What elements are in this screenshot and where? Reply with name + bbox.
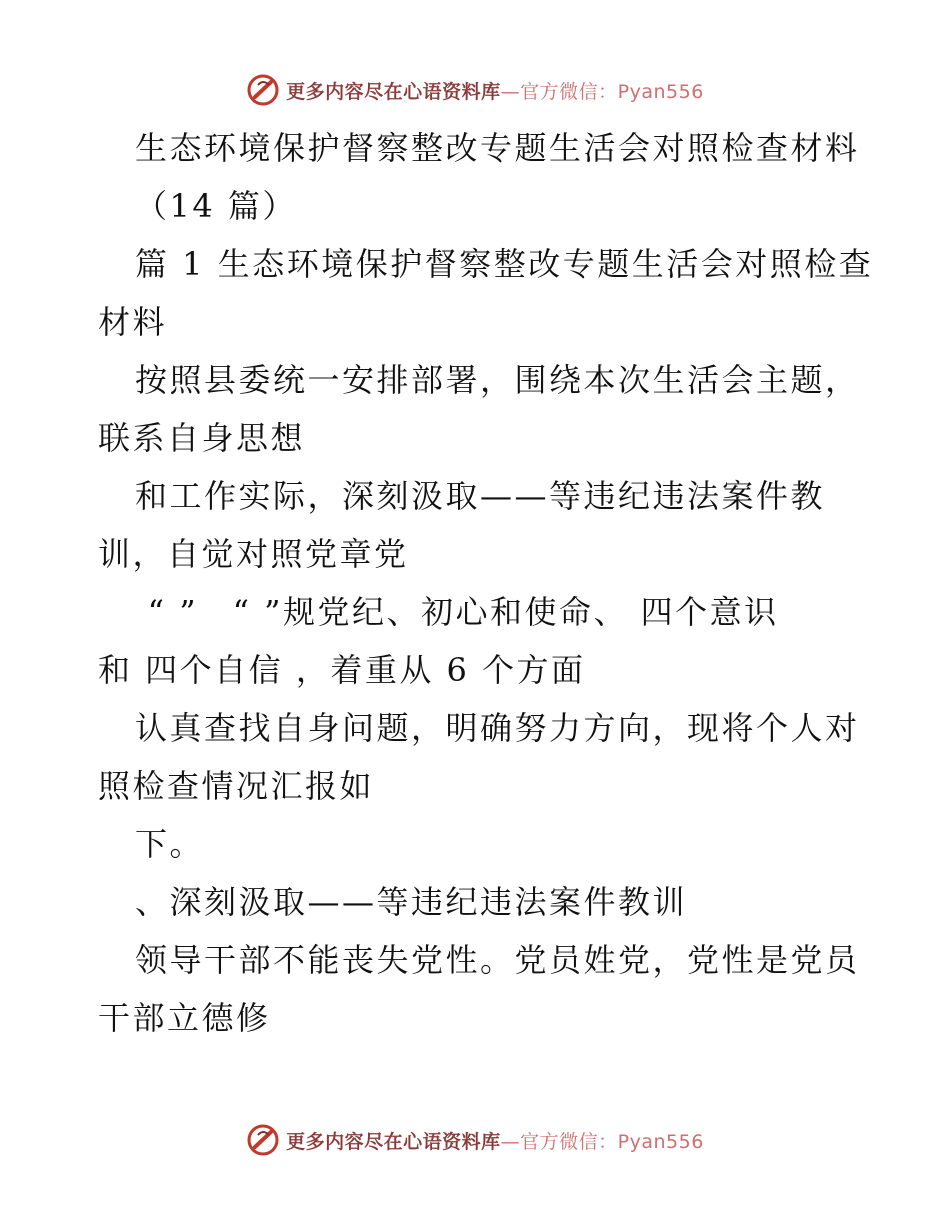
paragraph-line: 按照县委统一安排部署，围绕本次生活会主题， <box>135 361 860 399</box>
paragraph-line: 和工作实际，深刻汲取——等违纪违法案件教 <box>135 477 826 515</box>
paragraph-line: 领导干部不能丧失党性。党员姓党，党性是党员 <box>135 941 860 979</box>
document-title: 生态环境保护督察整改专题生活会对照检查材料 <box>135 129 860 167</box>
paragraph-line: “ ” “ ”规党纪、初心和使命、 四个意识 <box>135 593 779 631</box>
banner-suffix: —官方微信：Pyan556 <box>500 80 704 103</box>
brand-logo-icon <box>246 1123 280 1157</box>
banner-text: 更多内容尽在心语资料库 <box>286 80 501 103</box>
document-title-count: （14 篇） <box>135 187 297 225</box>
paragraph-line: 篇 1 生态环境保护督察整改专题生活会对照检查 <box>135 245 874 283</box>
paragraph-line: 认真查找自身问题，明确努力方向，现将个人对 <box>135 709 860 747</box>
header-banner <box>0 70 950 110</box>
paragraph-line: 联系自身思想 <box>98 419 306 457</box>
banner-suffix: —官方微信：Pyan556 <box>500 1130 704 1153</box>
paragraph-line: 材料 <box>98 303 168 341</box>
section-heading: 、深刻汲取——等违纪违法案件教训 <box>135 883 688 921</box>
paragraph-line: 照检查情况汇报如 <box>98 767 375 805</box>
banner-text: 更多内容尽在心语资料库 <box>286 1130 501 1153</box>
brand-logo-icon <box>246 73 280 107</box>
footer-banner <box>0 1120 950 1160</box>
paragraph-line: 训，自觉对照党章党 <box>98 535 409 573</box>
paragraph-line: 干部立德修 <box>98 999 271 1037</box>
paragraph-line: 和 四个自信 ，着重从 6 个方面 <box>98 651 586 689</box>
paragraph-line: 下。 <box>135 825 205 863</box>
